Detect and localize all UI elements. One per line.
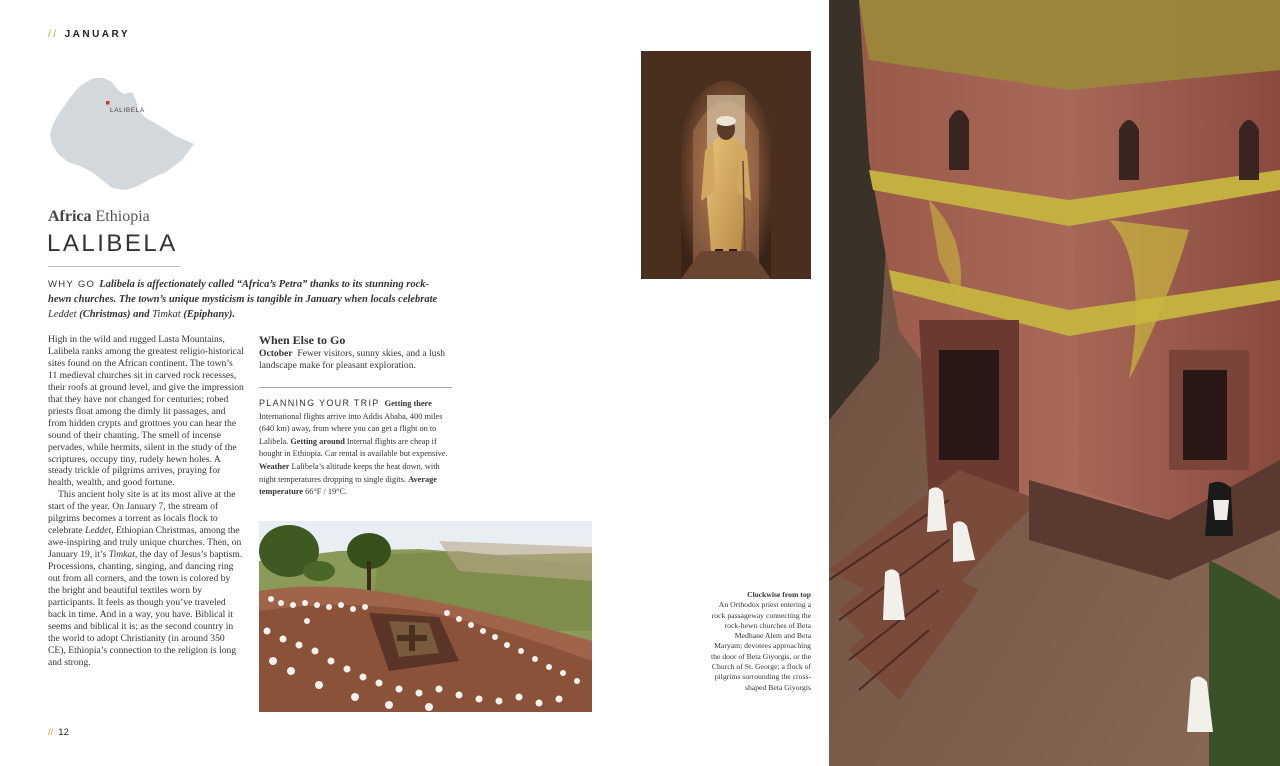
section-header bbox=[48, 29, 130, 40]
page-number: 12 bbox=[58, 727, 69, 738]
why-go-term-timkat: Timkat bbox=[152, 309, 181, 320]
getting-around-label: Getting around bbox=[290, 436, 345, 446]
ethiopia-map bbox=[48, 74, 196, 192]
why-go-text-2: (Christmas) and bbox=[76, 309, 153, 320]
body-p2-timkat: Timkat bbox=[108, 549, 135, 561]
page-title: LALIBELA bbox=[47, 230, 178, 257]
region-heading bbox=[48, 208, 150, 226]
region-continent: Africa bbox=[48, 208, 92, 225]
body-p2-part-a: This ancient holy site is at its most alive at the start of the year. On January 7, the stream of pilgrims becomes a torrent as locals flock to celebrate bbox=[48, 489, 236, 537]
body-paragraph-1: High in the wild and rugged Lasta Mountains, Lalibela ranks among the greatest religio-historical sites found on the African continent. The town’s 11 medieval churches sit in carved rock recesses, their roofs at ground level, and give the impression that they have not changed for centuries; robed priests float among the dimly lit passages, and from hidden crypts and grottoes you can hear the sound of their chanting. The smell of incense pervades, while hermits, silent in the study of the scriptures, occupy tiny, rudely hewn holes. A steady trickle of pilgrims arrives, praying for health, wealth, and good fortune. bbox=[48, 334, 244, 489]
weather-text: Lalibela’s altitude keeps the heat down, with night temperatures dropping to single digits. bbox=[259, 461, 440, 484]
planning-your-trip bbox=[259, 397, 453, 499]
region-country: Ethiopia bbox=[95, 208, 150, 225]
avg-temp-label: Average temperature bbox=[259, 474, 437, 497]
photo-caption bbox=[705, 590, 811, 693]
getting-there-text: International flights arrive into Addis Ababa, 400 miles (640 km) away, from where you can get a flight on to Lalibela. bbox=[259, 411, 443, 446]
when-else-text bbox=[259, 348, 454, 372]
ethiopia-shape bbox=[50, 78, 194, 190]
body-p2-part-b: , Ethiopian Christmas, among the awe-inspiring and truly unique churches. Then, on January 19, it’s bbox=[48, 525, 242, 561]
why-go-text-1: Lalibela is affectionately called “Africa’s Petra” thanks to its stunning rock-hewn churches. The town’s unique mysticism is tangible in January when locals celebrate bbox=[48, 279, 438, 305]
when-else-description: Fewer visitors, sunny skies, and a lush landscape make for pleasant exploration. bbox=[259, 348, 446, 371]
pilgrims-photo bbox=[259, 521, 592, 712]
header-month: JANUARY bbox=[64, 29, 131, 40]
avg-temp-value: 66°F / 19°C. bbox=[305, 487, 348, 497]
page-footer bbox=[48, 727, 69, 738]
body-text bbox=[48, 334, 244, 669]
body-paragraph-2 bbox=[48, 489, 244, 668]
title-divider bbox=[48, 266, 180, 267]
when-else-month: October bbox=[259, 348, 293, 359]
body-p2-part-c: , the day of Jesus’s baptism. Processions, chanting, singing, and dancing ring out from all corners, and the town is colored by the bright and beautiful textiles worn by participants. It feels as though you’ve traveled back in time. And in a way, you have. Biblical it seems and biblical it is; as the second country in the world to adopt Christianity (in around 350 CE), Ethiopia’s connection to the religion is long and strong. bbox=[48, 549, 243, 668]
header-slashes: // bbox=[48, 29, 59, 40]
church-photo bbox=[829, 0, 1280, 766]
footer-slashes: // bbox=[48, 727, 54, 738]
why-go-intro bbox=[48, 277, 438, 322]
planning-divider bbox=[259, 387, 452, 388]
map-place-label: LALIBELA bbox=[110, 107, 145, 114]
weather-label: Weather bbox=[259, 461, 290, 471]
getting-there-label: Getting there bbox=[384, 399, 432, 408]
when-else-title: When Else to Go bbox=[259, 333, 346, 347]
planning-label: PLANNING YOUR TRIP bbox=[259, 398, 380, 408]
getting-around-text: Internal flights are cheap if bought in Ethiopia. Car rental is available but expensive. bbox=[259, 436, 448, 459]
caption-text: An Orthodox priest entering a rock passageway connecting the rock-hewn churches of Beta Medhane Alem and Beta Maryam; devotees approaching the door of Beta Giyorgis, or the Church of St. George; a flock of pilgrims surrounding the cross-shaped Beta Giyorgis bbox=[711, 600, 811, 692]
lalibela-marker bbox=[106, 101, 110, 105]
caption-label: Clockwise from top bbox=[747, 590, 811, 599]
why-go-term-leddet: Leddet bbox=[48, 309, 77, 320]
why-go-label: WHY GO bbox=[48, 279, 96, 290]
why-go-text-3: (Epiphany). bbox=[180, 309, 235, 320]
priest-photo bbox=[641, 51, 811, 279]
body-p2-leddet: Leddet bbox=[85, 525, 112, 537]
